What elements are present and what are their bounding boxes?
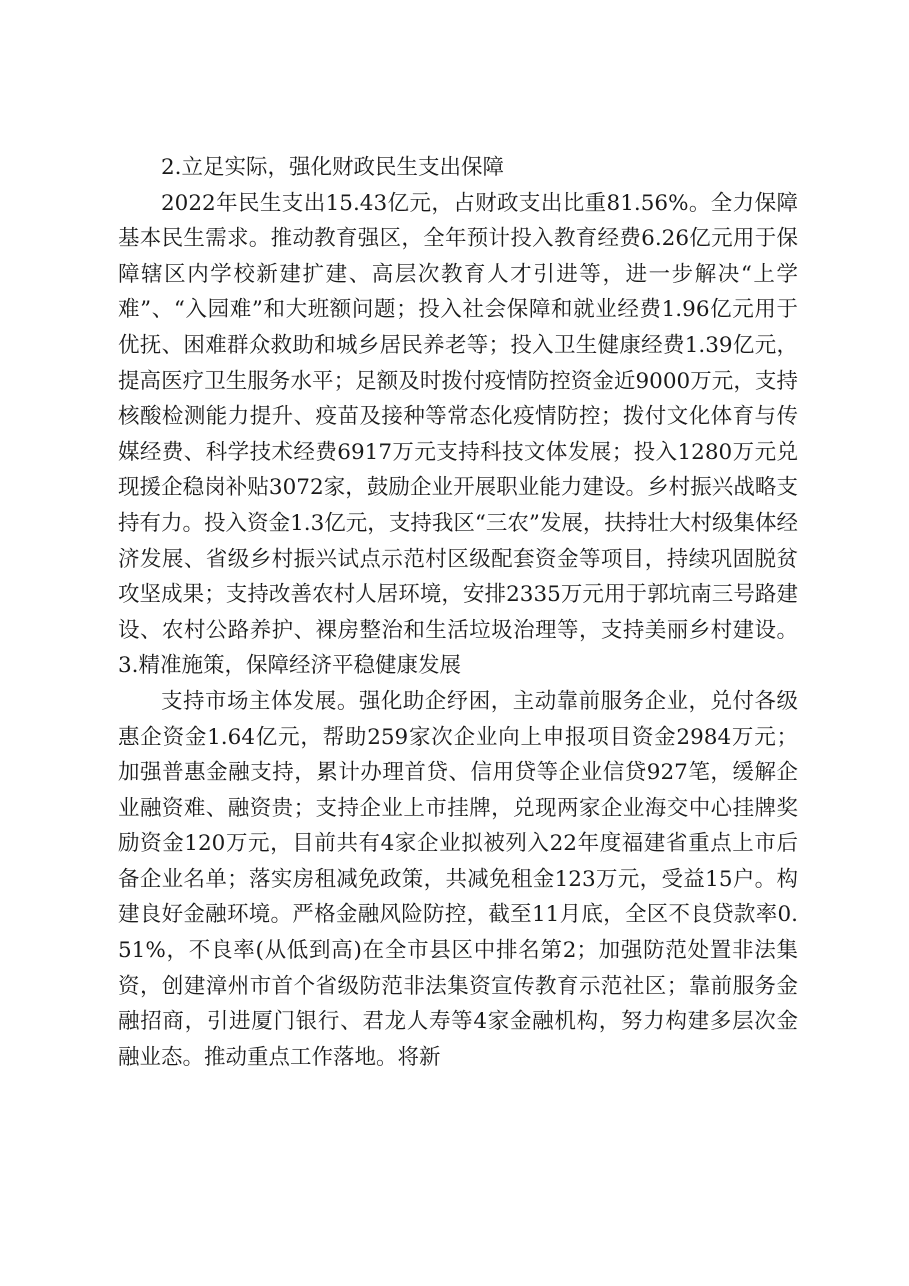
paragraph-livelihood-spending: 2022年民生支出15.43亿元，占财政支出比重81.56%。全力保障基本民生需求。推动教育强区，全年预计投入教育经费6.26亿元用于保障辖区内学校新建扩建、高层次教育人才引进等，进一步解决“上学难”、“入园难”和大班额问题；投入社会保障和就业经费1.96亿元用于优抚、困难群众救助和城乡居民养老等；投入卫生健康经费1.39亿元，提高医疗卫生服务水平；足额及时拨付疫情防控资金近9000万元，支持核酸检测能力提升、疫苗及接种等常态化疫情防控；拨付文化体育与传媒经费、科学技术经费6917万元支持科技文体发展；投入1280万元兑现援企稳岗补贴3072家，鼓励企业开展职业能力建设。乡村振兴战略支持有力。投入资金1.3亿元，支持我区“三农”发展，扶持壮大村级集体经济发展、省级乡村振兴试点示范村区级配套资金等项目，持续巩固脱贫攻坚成果；支持改善农村人居环境，安排2335万元用于郭坑南三号路建设、农村公路养护、裸房整治和生活垃圾治理等，支持美丽乡村建设。3.精准施策，保障经济平稳健康发展 (118, 190, 798, 679)
document-body (118, 150, 798, 1075)
section-heading: 2.立足实际，强化财政民生支出保障 (161, 155, 505, 180)
paragraph-market-support: 支持市场主体发展。强化助企纾困，主动靠前服务企业，兑付各级惠企资金1.64亿元，帮助259家次企业向上申报项目资金2984万元；加强普惠金融支持，累计办理首贷、信用贷等企业信贷927笔，缓解企业融资难、融资贵；支持企业上市挂牌，兑现两家企业海交中心挂牌奖励资金120万元，目前共有4家企业拟被列入22年度福建省重点上市后备企业名单；落实房租减免政策，共减免租金123万元，受益15户。构建良好金融环境。严格金融风险防控，截至11月底，全区不良贷款率0.51%，不良率(从低到高)在全市县区中排名第2；加强防范处置非法集资，创建漳州市首个省级防范非法集资宣传教育示范社区；靠前服务金融招商，引进厦门银行、君龙人寿等4家金融机构，努力构建多层次金融业态。推动重点工作落地。将新 (118, 688, 798, 1070)
